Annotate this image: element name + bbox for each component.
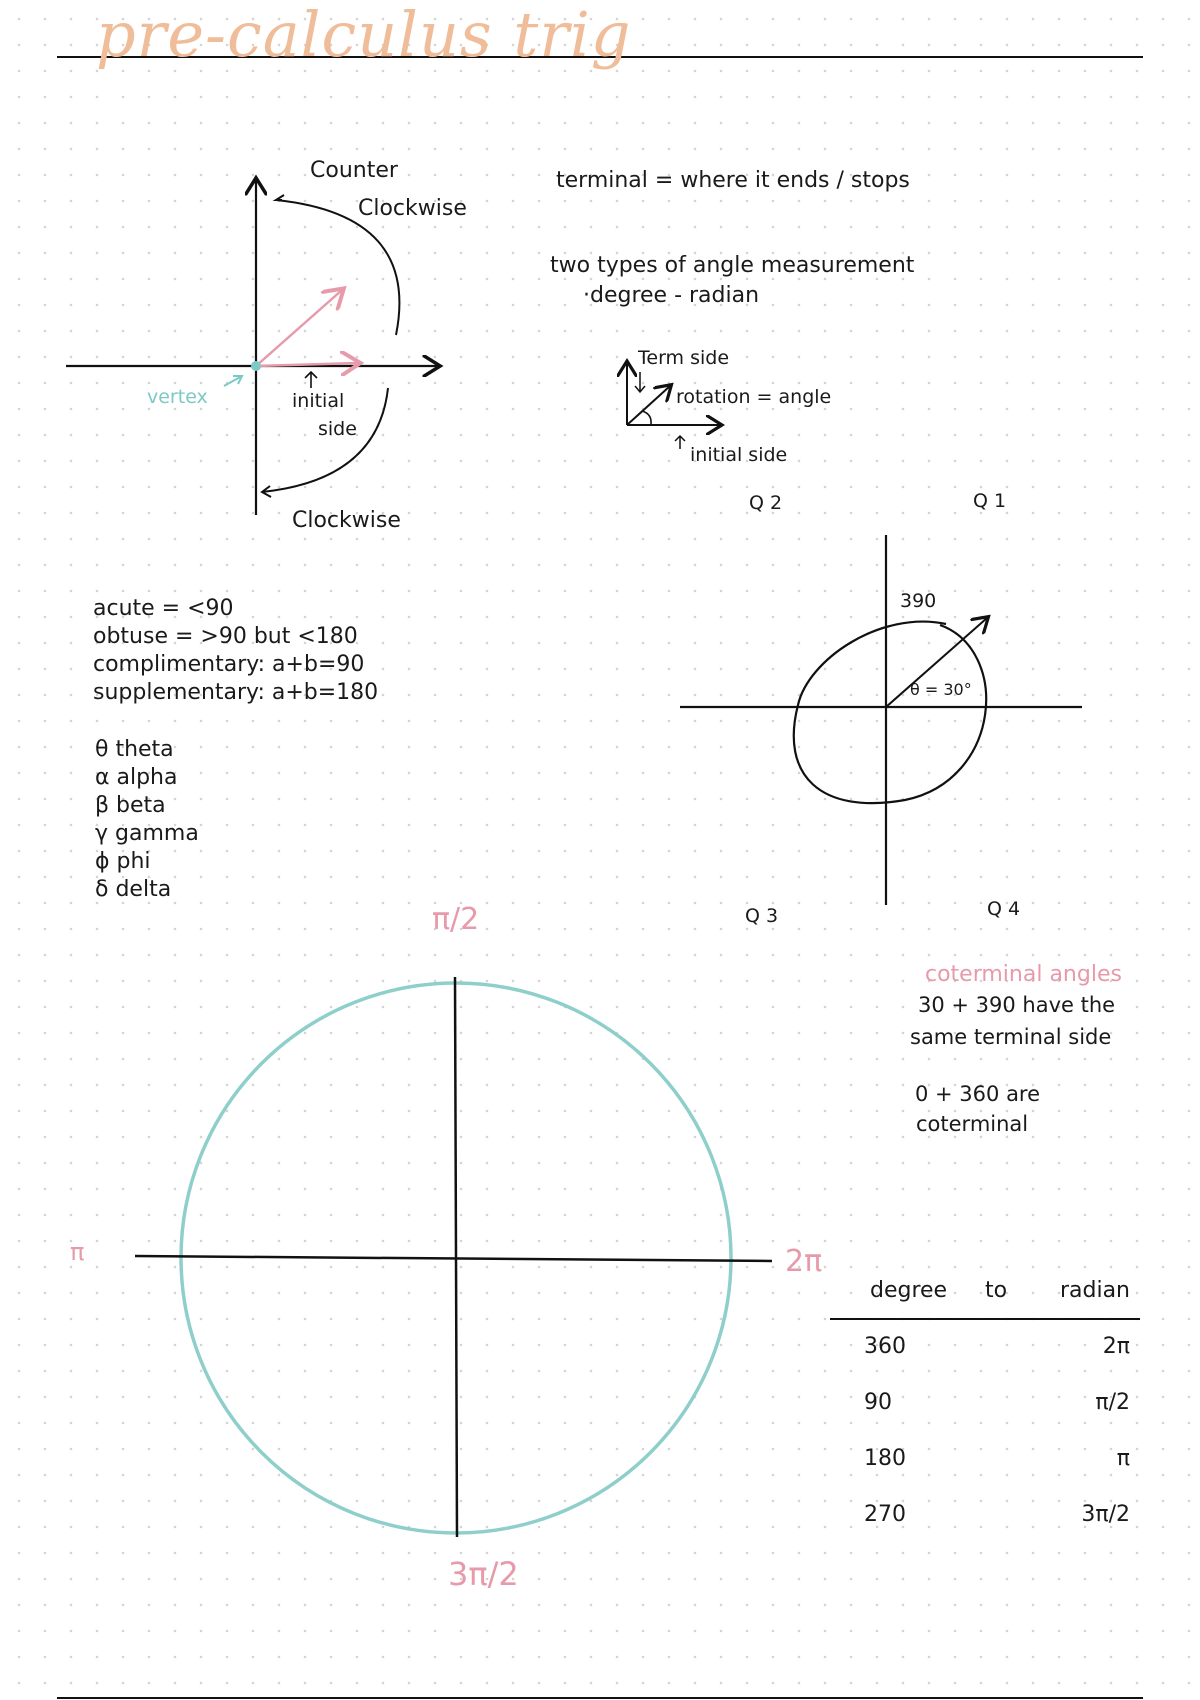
rotation-angle-label: rotation = angle [676,386,832,408]
conversion-table [830,1278,1140,1544]
counter-label: Counter [310,158,398,183]
list-item: θ theta [95,737,174,762]
coterminal-heading: coterminal angles [925,962,1122,987]
clockwise-upper-label: Clockwise [358,196,467,221]
q1-label: Q 1 [973,490,1007,512]
greek-letters-list [95,736,199,904]
q3-label: Q 3 [745,905,779,927]
list-item: complimentary: a+b=90 [93,652,365,677]
types-note-2: ·degree - radian [583,283,760,308]
header-to: to [985,1278,1008,1303]
vertex-dot [251,361,261,371]
unit-circle-y-axis [455,977,457,1537]
coterminal-line-1: 30 + 390 have the [918,993,1116,1017]
unit-circle [135,977,772,1537]
quadrant-diagram [680,535,1082,905]
degree-cell: 90 [864,1390,892,1415]
list-item: α alpha [95,765,178,790]
list-item: acute = <90 [93,596,234,621]
angle-390-label: 390 [900,590,937,612]
table-row [830,1376,1140,1432]
page-title: pre-calculus trig [96,0,632,71]
header-radian: radian [1059,1278,1130,1303]
rotation-diagram [66,180,438,515]
coterminal-line-3: 0 + 360 are [915,1082,1041,1106]
degree-cell: 270 [864,1502,906,1527]
table-row [830,1432,1140,1488]
radian-cell: 3π/2 [1081,1502,1130,1527]
list-item: β beta [95,793,166,818]
radian-cell: π [1116,1446,1130,1471]
coterminal-line-2: same terminal side [910,1025,1112,1049]
theta-label: θ = 30° [910,680,972,699]
unit-circle-top-label: π/2 [432,902,480,937]
term-side-label: Term side [638,347,730,369]
types-note-1: two types of angle measurement [550,253,915,278]
angle-types-list [93,595,378,707]
rotation-circle [794,622,986,804]
degree-cell: 180 [864,1446,906,1471]
radian-cell: π/2 [1095,1390,1130,1415]
degree-cell: 360 [864,1334,906,1359]
table-header [830,1278,1140,1320]
unit-circle-left-label: π [70,1238,85,1266]
terminal-note: terminal = where it ends / stops [556,168,910,193]
initial-side-mini-label: initial side [690,444,788,466]
table-row [830,1488,1140,1544]
coterminal-line-4: coterminal [916,1112,1029,1136]
table-row [830,1320,1140,1376]
unit-circle-right-label: 2π [785,1244,823,1279]
list-item: supplementary: a+b=180 [93,680,379,705]
initial-side-label-2: side [318,418,357,440]
initial-side-label-1: initial [292,390,345,412]
radian-cell: 2π [1102,1334,1130,1359]
terminal-side-arrow [256,290,342,366]
unit-circle-bottom-label: 3π/2 [448,1555,519,1593]
list-item: δ delta [95,877,172,902]
list-item: obtuse = >90 but <180 [93,624,358,649]
q2-label: Q 2 [749,492,783,514]
clockwise-lower-label: Clockwise [292,508,401,533]
list-item: γ gamma [95,821,199,846]
vertex-label: vertex [147,386,208,408]
q4-label: Q 4 [987,898,1021,920]
list-item: ϕ phi [95,849,151,874]
header-degree: degree [870,1278,948,1303]
unit-circle-x-axis [135,1256,772,1261]
